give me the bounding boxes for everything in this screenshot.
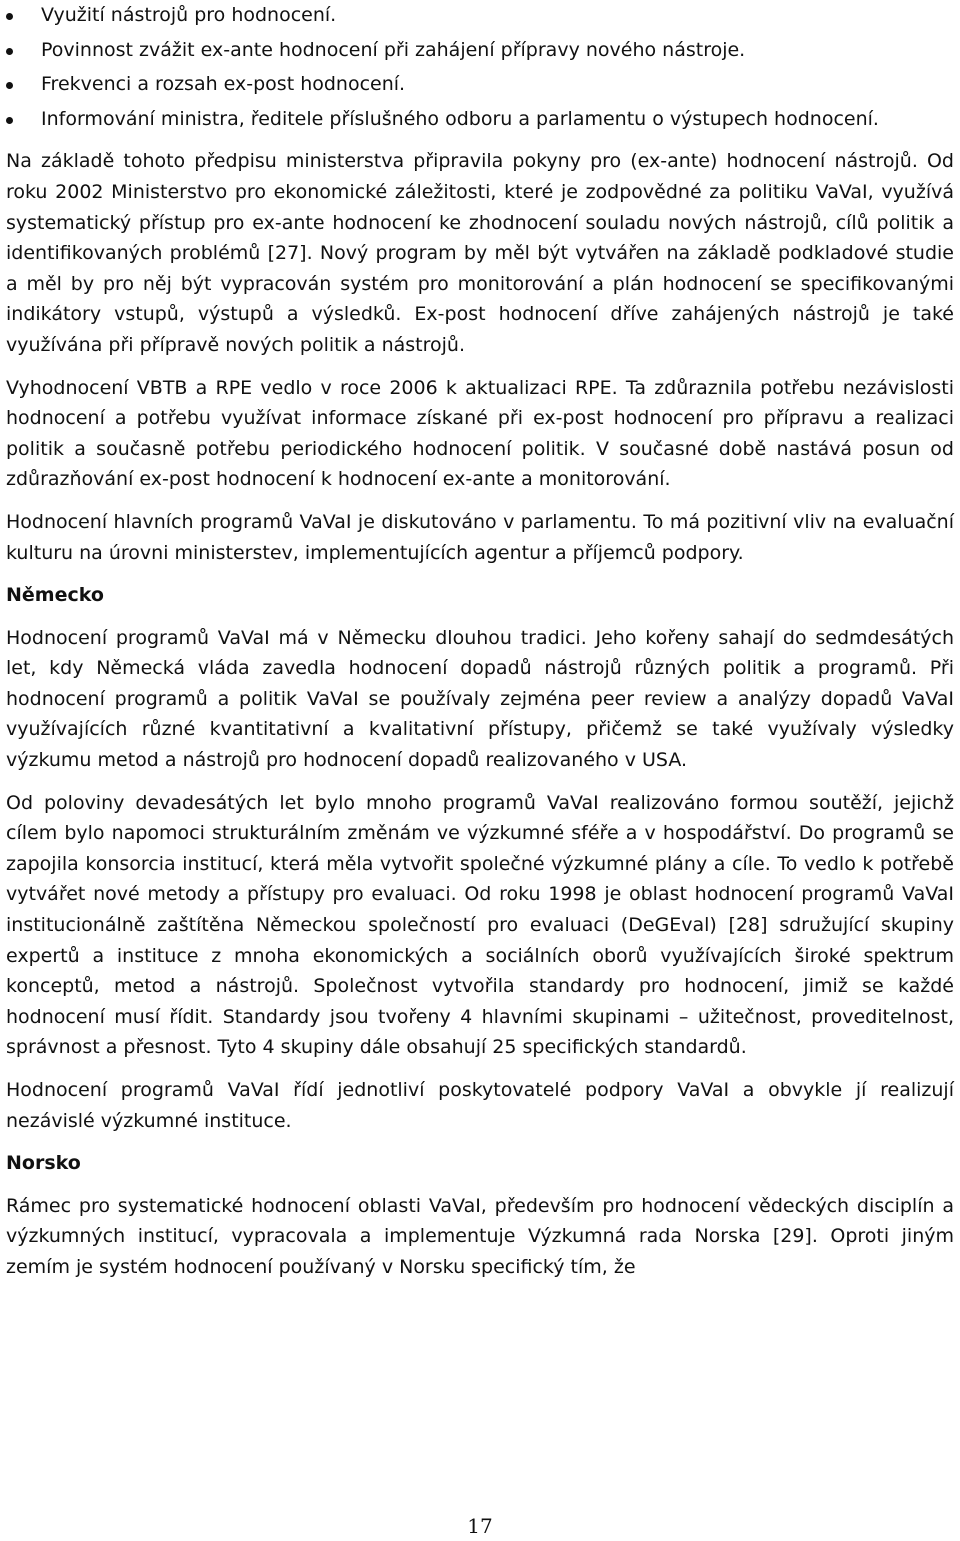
paragraph: Hodnocení programů VaVaI řídí jednotliví poskytovatelé podpory VaVaI a obvykle jí realizují nezávislé výzkumné instituce.	[6, 1079, 954, 1132]
page-number: 17	[467, 1514, 493, 1538]
bullet-list	[6, 0, 954, 134]
list-item: Povinnost zvážit ex-ante hodnocení při zahájení přípravy nového nástroje.	[6, 35, 954, 66]
paragraph: Hodnocení programů VaVaI má v Německu dlouhou tradici. Jeho kořeny sahají do sedmdesátých let, kdy Německá vláda zavedla hodnocení dopadů nástrojů různých politik a programů. Při hodnocení programů a politik VaVaI se používaly zejména peer review a analýzy dopadů VaVaI využívajících různé kvantitativní a kvalitativní přístupy, přičemž se také využívaly výsledky výzkumu metod a nástrojů pro hodnocení dopadů realizovaného v USA.	[6, 626, 954, 772]
list-item: Informování ministra, ředitele příslušného odboru a parlamentu o výstupech hodnocení.	[6, 104, 954, 135]
list-item: Využití nástrojů pro hodnocení.	[6, 0, 954, 31]
section-heading-norway: Norsko	[6, 1152, 81, 1175]
paragraph: Hodnocení hlavních programů VaVaI je diskutováno v parlamentu. To má pozitivní vliv na evaluační kulturu na úrovni ministerstev, implementujících agentur a příjemců podpory.	[6, 510, 954, 564]
paragraph: Od poloviny devadesátých let bylo mnoho programů VaVaI realizováno formou soutěží, jejichž cílem bylo napomoci strukturálním změnám ve výzkumné sféře a v hospodářství. Do programů se zapojila konsorcia institucí, která měla vytvořit společné výzkumné plány a cíle. To vedlo k potřebě vytvářet nové metody a přístupy pro evaluaci. Od roku 1998 je oblast hodnocení programů VaVaI institucionálně zaštítěna Německou společností pro evaluaci (DeGEval) [28] sdružující skupiny expertů a instituce z mnoha ekonomických a sociálních oborů využívajících široké spektrum konceptů, metod a nástrojů. Společnost vytvořila standardy pro hodnocení, jimiž se každé hodnocení musí řídit. Standardy jsou tvořeny 4 hlavními skupinami – užitečnost, proveditelnost, správnost a přesnost. Tyto 4 skupiny dále obsahují 25 specifických standardů.	[6, 791, 954, 1059]
paragraph: Vyhodnocení VBTB a RPE vedlo v roce 2006 k aktualizaci RPE. Ta zdůraznila potřebu nezávislosti hodnocení a potřebu využívat informace získané při ex-post hodnocení pro přípravu a realizaci politik a současně potřebu periodického hodnocení politik. V současné době nastává posun od zdůrazňování ex-post hodnocení k hodnocení ex-ante a monitorování.	[6, 376, 954, 491]
section-heading-germany: Německo	[6, 584, 104, 607]
paragraph: Na základě tohoto předpisu ministerstva připravila pokyny pro (ex-ante) hodnocení nástrojů. Od roku 2002 Ministerstvo pro ekonomické záležitosti, které je zodpovědné za politiku VaVaI, využívá systematický přístup pro ex-ante hodnocení ke zhodnocení souladu nových nástrojů, cílů politik a identifikovaných problémů [27]. Nový program by měl být vytvářen na základě podkladové studie a měl by pro něj být vypracován systém pro monitorování a plán hodnocení se specifikovanými indikátory vstupů, výstupů a výsledků. Ex-post hodnocení dříve zahájených nástrojů je také využívána při přípravě nových politik a nástrojů.	[6, 150, 954, 356]
list-item: Frekvenci a rozsah ex-post hodnocení.	[6, 69, 954, 100]
paragraph: Rámec pro systematické hodnocení oblasti VaVaI, především pro hodnocení vědeckých disciplín a výzkumných institucí, vypracovala a implementuje Výzkumná rada Norska [29]. Oproti jiným zemím je systém hodnocení používaný v Norsku specifický tím, že	[6, 1194, 954, 1278]
